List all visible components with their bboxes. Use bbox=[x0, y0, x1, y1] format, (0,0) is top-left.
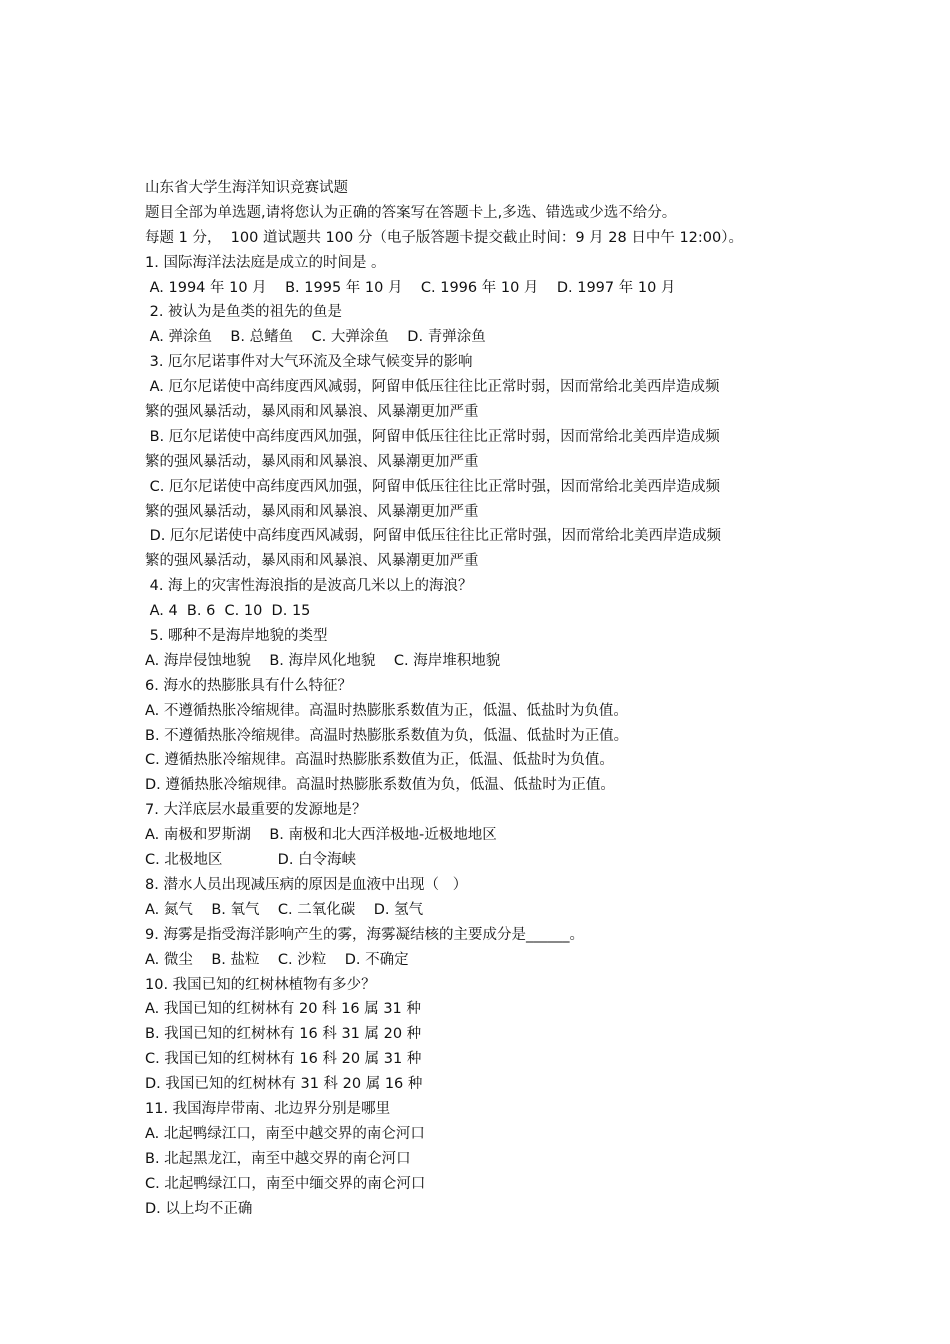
question-1: 1. 国际海洋法法庭是成立的时间是 。 bbox=[145, 254, 386, 271]
question-3-option: C. 厄尔尼诺使中高纬度西风加强，阿留申低压往往比正常时强，因而常给北美西岸造成频 bbox=[145, 478, 720, 495]
question-10-option: C. 我国已知的红树林有 16 科 20 属 31 种 bbox=[145, 1051, 422, 1068]
question-9: 9. 海雾是指受海洋影响产生的雾，海雾凝结核的主要成分是______。 bbox=[145, 926, 584, 943]
question-4-options: A. 4 B. 6 C. 10 D. 15 bbox=[145, 603, 311, 620]
question-8-options: A. 氮气 B. 氧气 C. 二氧化碳 D. 氢气 bbox=[145, 901, 424, 918]
question-10-option: A. 我国已知的红树林有 20 科 16 属 31 种 bbox=[145, 1001, 421, 1018]
question-4: 4. 海上的灾害性海浪指的是波高几米以上的海浪？ bbox=[145, 578, 473, 595]
question-6: 6. 海水的热膨胀具有什么特征？ bbox=[145, 677, 352, 694]
question-10: 10. 我国已知的红树林植物有多少？ bbox=[145, 976, 376, 993]
question-3-option: 繁的强风暴活动，暴风雨和风暴浪、风暴潮更加严重 bbox=[145, 553, 479, 570]
question-6-option: B. 不遵循热胀冷缩规律。高温时热膨胀系数值为负，低温、低盐时为正值。 bbox=[145, 727, 629, 744]
question-11-option: A. 北起鸭绿江口，南至中越交界的南仑河口 bbox=[145, 1125, 425, 1142]
question-10-option: B. 我国已知的红树林有 16 科 31 属 20 种 bbox=[145, 1026, 422, 1043]
question-6-option: D. 遵循热胀冷缩规律。高温时热膨胀系数值为负，低温、低盐时为正值。 bbox=[145, 777, 615, 794]
question-6-option: A. 不遵循热胀冷缩规律。高温时热膨胀系数值为正，低温、低盐时为负值。 bbox=[145, 702, 628, 719]
question-11-option: B. 北起黑龙江，南至中越交界的南仑河口 bbox=[145, 1150, 411, 1167]
instruction-line: 题目全部为单选题,请将您认为正确的答案写在答题卡上,多选、错选或少选不给分。 bbox=[145, 204, 677, 221]
question-7: 7. 大洋底层水最重要的发源地是？ bbox=[145, 802, 367, 819]
question-11: 11. 我国海岸带南、北边界分别是哪里 bbox=[145, 1100, 391, 1117]
question-11-option: D. 以上均不正确 bbox=[145, 1200, 253, 1217]
question-3-option: A. 厄尔尼诺使中高纬度西风减弱，阿留申低压往往比正常时弱，因而常给北美西岸造成频 bbox=[145, 379, 720, 396]
question-2-options: A. 弹涂鱼 B. 总鳍鱼 C. 大弹涂鱼 D. 青弹涂鱼 bbox=[145, 329, 486, 346]
question-3-option: 繁的强风暴活动，暴风雨和风暴浪、风暴潮更加严重 bbox=[145, 404, 479, 421]
question-6-option: C. 遵循热胀冷缩规律。高温时热膨胀系数值为正，低温、低盐时为负值。 bbox=[145, 752, 614, 769]
question-9-options: A. 微尘 B. 盐粒 C. 沙粒 D. 不确定 bbox=[145, 951, 409, 968]
question-7-options: A. 南极和罗斯湖 B. 南极和北大西洋极地-近极地地区 bbox=[145, 827, 497, 844]
question-3: 3. 厄尔尼诺事件对大气环流及全球气候变异的影响 bbox=[145, 354, 473, 371]
question-5-options: A. 海岸侵蚀地貌 B. 海岸风化地貌 C. 海岸堆积地貌 bbox=[145, 652, 501, 669]
doc-title: 山东省大学生海洋知识竞赛试题 bbox=[145, 180, 348, 196]
question-2: 2. 被认为是鱼类的祖先的鱼是 bbox=[145, 304, 343, 321]
question-10-option: D. 我国已知的红树林有 31 科 20 属 16 种 bbox=[145, 1076, 423, 1093]
instruction-line: 每题 1 分， 100 道试题共 100 分（电子版答题卡提交截止时间：9 月 28 日中午 12:00）。 bbox=[145, 229, 743, 246]
question-7-options: C. 北极地区 D. 白令海峡 bbox=[145, 852, 357, 869]
question-1-options: A. 1994 年 10 月 B. 1995 年 10 月 C. 1996 年 10 月 D. 1997 年 10 月 bbox=[145, 279, 676, 296]
question-5: 5. 哪种不是海岸地貌的类型 bbox=[145, 628, 328, 645]
question-8: 8. 潜水人员出现减压病的原因是血液中出现（ ） bbox=[145, 876, 468, 893]
document-text bbox=[145, 176, 815, 1221]
question-3-option: D. 厄尔尼诺使中高纬度西风减弱，阿留申低压往往比正常时强，因而常给北美西岸造成频 bbox=[145, 528, 721, 545]
question-3-option: 繁的强风暴活动，暴风雨和风暴浪、风暴潮更加严重 bbox=[145, 503, 479, 520]
question-3-option: B. 厄尔尼诺使中高纬度西风加强，阿留申低压往往比正常时弱，因而常给北美西岸造成频 bbox=[145, 428, 720, 445]
question-11-option: C. 北起鸭绿江口，南至中缅交界的南仑河口 bbox=[145, 1175, 426, 1192]
question-3-option: 繁的强风暴活动，暴风雨和风暴浪、风暴潮更加严重 bbox=[145, 453, 479, 470]
